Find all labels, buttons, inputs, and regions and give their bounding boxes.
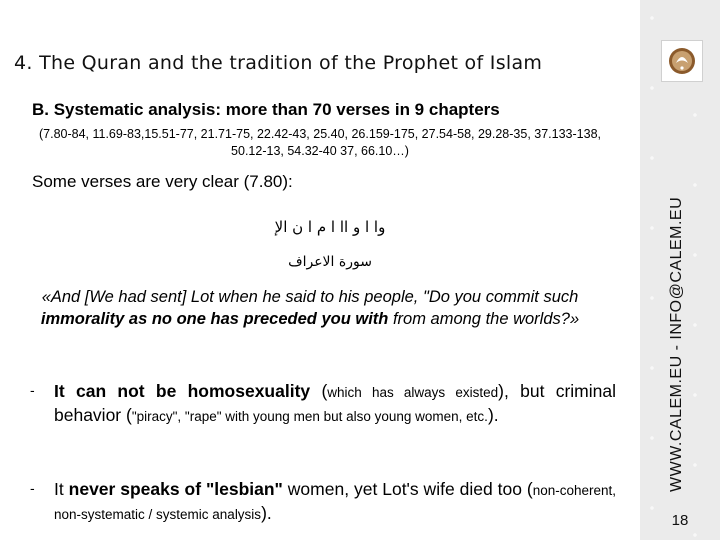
verse-references: (7.80-84, 11.69-83,15.51-77, 21.71-75, 22.42-43, 25.40, 26.159-175, 27.54-58, 29.28-35, 37.133-138, 50.12-13, 54.32-40 37, 66.10…) (38, 127, 601, 158)
bullet-part: ). (261, 503, 272, 523)
bullet-text (54, 478, 616, 526)
bullet-dash: - (30, 382, 35, 398)
bullet-lesbian (30, 478, 616, 526)
bullet-part: women, yet Lot's wife died too ( (282, 479, 533, 499)
bullet-homosexuality (30, 380, 616, 428)
bullet-part: ). (487, 405, 499, 425)
bullet-part: It (54, 479, 69, 499)
intro-text: Some verses are very clear (7.80): (32, 172, 293, 191)
bullet-emphasis: It can not be homosexuality (54, 381, 311, 401)
arabic-surah-name: سورة الاعراف (288, 254, 372, 270)
bullet-aside: which has always existed (327, 385, 499, 400)
sidebar-contact-text: WWW.CALEM.EU - INFO@CALEM.EU (668, 196, 685, 492)
quote-part: from among the worlds?» (388, 310, 580, 328)
quote-emphasis: immorality as no one has preceded you with (40, 310, 389, 328)
bullet-part: ), but criminal behavior ( (54, 381, 616, 425)
bullet-aside: "piracy", "rape" with young men but also young women, etc. (131, 409, 488, 424)
bullet-text (54, 380, 616, 428)
bullet-aside: non-coherent, non-systematic / systemic analysis (54, 483, 616, 522)
bullet-emphasis: never speaks of "lesbian" (68, 479, 283, 499)
bullet-dash: - (30, 480, 35, 496)
slide-title: 4. The Quran and the tradition of the Prophet of Islam (14, 52, 543, 74)
quote-part: «And [We had sent] Lot when he said to his people, "Do you commit such (41, 288, 579, 306)
arabic-verse: وا ا و اا ا م ا ن اﻹ (274, 218, 386, 236)
section-heading: B. Systematic analysis: more than 70 verses in 9 chapters (32, 100, 500, 119)
calem-logo-icon (661, 40, 703, 82)
verse-quote (30, 286, 590, 330)
bullet-part: ( (310, 381, 328, 401)
page-number: 18 (671, 512, 689, 529)
